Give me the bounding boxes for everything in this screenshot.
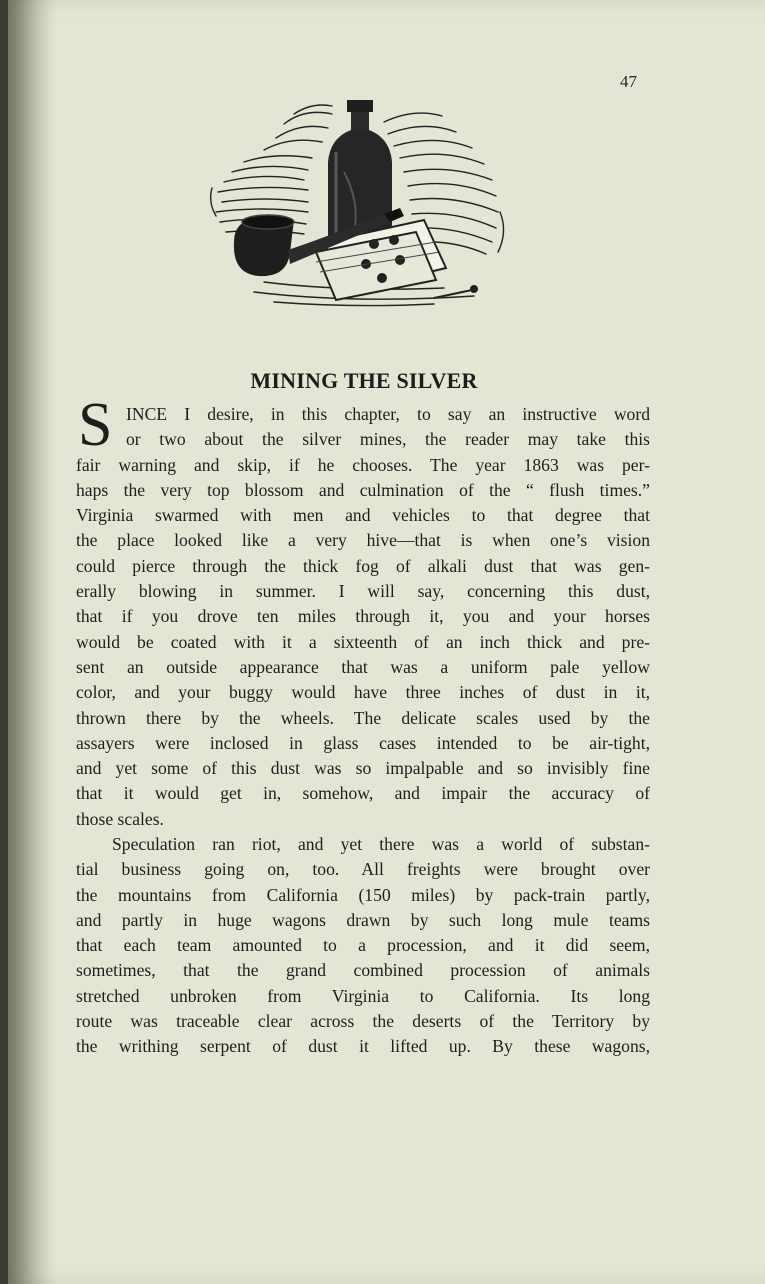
text-line: that each team amounted to a procession, and it did seem, [76,935,650,956]
text-line: could pierce through the thick fog of alkali dust that was gen- [76,555,650,576]
text-line: haps the very top blossom and culmination of the “ flush times.” [76,479,650,500]
text-line: route was traceable clear across the deserts of the Territory by [76,1011,650,1032]
text-line: the mountains from California (150 miles) by pack-train partly, [76,884,650,905]
text-line: assayers were inclosed in glass cases intended to be air-tight, [76,732,650,753]
paragraph-2-body [76,832,650,1060]
text-line: INCE I desire, in this chapter, to say an instructive word [126,404,650,424]
chapter-title: MINING THE SILVER [250,368,478,393]
gutter-shadow [8,0,56,1284]
text-line: that it would get in, somehow, and impair the accuracy of [76,783,650,804]
bottle-pipe-cards-vignette [204,92,514,312]
text-line: Speculation ran riot, and yet there was a world of substan- [112,834,650,854]
text-line: erally blowing in summer. I will say, concerning this dust, [76,581,650,602]
text-line: or two about the silver mines, the reader may take this [126,429,650,450]
text-line: fair warning and skip, if he chooses. The year 1863 was per- [76,454,650,475]
text-line: stretched unbroken from Virginia to California. Its long [76,985,650,1006]
text-line: sometimes, that the grand combined procession of animals [76,960,650,981]
book-page [8,0,765,1284]
text-line: those scales. [76,808,164,829]
text-line: would be coated with it a sixteenth of an inch thick and pre- [76,631,650,652]
text-line: sent an outside appearance that was a uniform pale yellow [76,656,650,677]
paragraph-1-first-line [126,402,650,427]
text-line: and yet some of this dust was so impalpable and so invisibly fine [76,758,650,779]
text-line: that if you drove ten miles through it, you and your horses [76,606,650,627]
paragraph-1-second-line [126,427,650,452]
page-number: 47 [620,72,637,91]
text-line: the writhing serpent of dust it lifted up. By these wagons, [76,1036,650,1057]
text-line: the place looked like a very hive—that is when one’s vision [76,530,650,551]
text-line: thrown there by the wheels. The delicate scales used by the [76,707,650,728]
drop-cap: S [78,391,113,459]
text-line: Virginia swarmed with men and vehicles to that degree that [76,505,650,526]
text-line: tial business going on, too. All freights were brought over [76,859,650,880]
text-line: and partly in huge wagons drawn by such long mule teams [76,909,650,930]
paragraph-1-body [76,453,650,832]
text-line: color, and your buggy would have three inches of dust in it, [76,682,650,703]
